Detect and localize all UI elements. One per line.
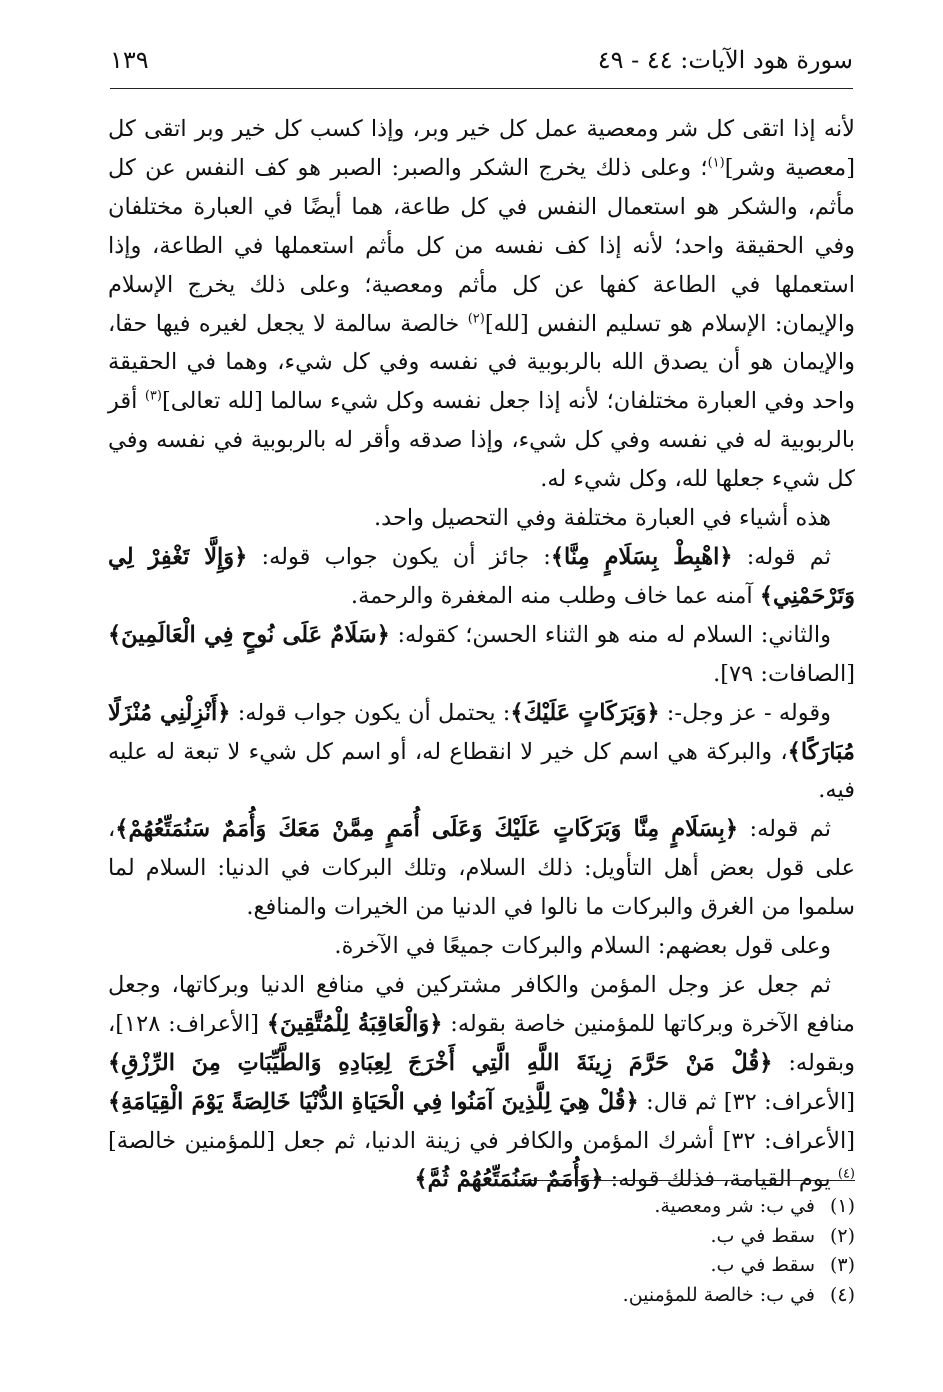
paragraph-1: [108, 110, 855, 499]
footnote-4: [300, 1281, 855, 1311]
running-title: سورة هود الآيات: ٤٤ - ٤٩: [597, 46, 853, 74]
paragraph-text: هذه أشياء في العبارة مختلفة وفي التحصيل واحد.: [373, 505, 831, 532]
paragraph-text: ثم قوله:: [732, 543, 832, 570]
footnote-text: سقط في ب.: [710, 1224, 815, 1247]
quran-verse: ﴿قُلْ هِيَ لِلَّذِينَ آمَنُوا فِي الْحَيَاةِ الدُّنْيَا خَالِصَةً يَوْمَ الْقِيَامَةِ﴾: [108, 1088, 639, 1115]
footnote-text: في ب: شر ومعصية.: [654, 1195, 815, 1217]
paragraph-text: وعلى قول بعضهم: السلام والبركات جميعًا في الآخرة.: [334, 933, 831, 960]
paragraph-text: لأنه إذا اتقى كل شر ومعصية عمل كل خير وبر، وإذا كسب كل خير وبر اتقى كل [معصية وشر]: [108, 116, 855, 181]
paragraph-2: [108, 499, 855, 538]
footnote-text: سقط في ب.: [710, 1254, 815, 1276]
paragraph-4: [108, 616, 855, 694]
paragraph-text: [الصافات: ٧٩].: [713, 660, 855, 687]
footnote-ref[interactable]: (٢): [467, 311, 485, 327]
quran-verse: ﴿اهْبِطْ بِسَلَامٍ مِنَّا﴾: [550, 543, 733, 570]
paragraph-text: ؛ وعلى ذلك يخرج الشكر والصبر: الصبر هو كف النفس عن كل مأثم، والشكر هو استعمال النفس في كل طاعة، هما أيضًا في العبارة مختلفان وفي الحقيقة واحد؛ لأنه إذا كف نفسه من كل مأثم استعملها في الطاعة، وإذا استعملها في الطاعة كفها عن كل مأثم ومعصية؛ وعلى ذلك يخرج الإسلام والإيمان: الإسلام هو تسليم النفس [لله]: [108, 154, 855, 337]
paragraph-8: [108, 966, 855, 1199]
page-header: [110, 40, 853, 88]
paragraph-text: وقوله - عز وجل-:: [659, 699, 831, 726]
paragraph-text: والثاني: السلام له منه هو الثناء الحسن؛ كقوله:: [389, 621, 831, 648]
paragraph-text: [الأعراف: ١٢٨]، وبقوله:: [108, 1010, 855, 1076]
paragraph-text: ، على قول بعض أهل التأويل: ذلك السلام، وتلك البركات في الدنيا: السلام لما سلموا من الغرق والبركات ما نالوا في الدنيا من الخيرات والمنافع.: [108, 816, 855, 921]
paragraph-text: : جائز أن يكون جواب قوله:: [247, 543, 551, 570]
header-divider: [110, 88, 853, 89]
footnote-divider: [520, 1180, 855, 1181]
quran-verse: ﴿وَإِلَّا تَغْفِرْ لِي وَتَرْحَمْنِي﴾: [108, 543, 855, 609]
paragraph-text: ، والبركة هي اسم كل خير لا انقطاع له، أو اسم كل شيء لا تبعة له عليه فيه.: [108, 738, 855, 804]
footnote-2: [300, 1222, 855, 1252]
paragraph-text: خالصة سالمة لا يجعل لغيره فيها حقا، والإيمان هو أن يصدق الله بالربوبية في نفسه وفي كل شيء، وهما في الحقيقة واحد وفي العبارة مختلفان؛ لأنه إذا جعل نفسه وكل شيء سالما [لله تعالى]: [108, 310, 855, 415]
quran-verse: ﴿أَنْزِلْنِي مُنْزَلًا مُبَارَكًا﴾: [108, 699, 855, 765]
footnote-number: (٤): [829, 1283, 855, 1306]
footnote-ref[interactable]: (١): [707, 155, 725, 171]
footnote-ref[interactable]: (٣): [144, 388, 162, 404]
paragraph-3: [108, 538, 855, 616]
paragraph-text: آمنه عما خاف وطلب منه المغفرة والرحمة.: [350, 582, 760, 609]
paragraph-text: : يحتمل أن يكون جواب قوله:: [230, 699, 511, 726]
page-number: ١٣٩: [110, 46, 149, 74]
paragraph-text: ثم جعل عز وجل المؤمن والكافر مشتركين في منافع الدنيا وبركاتها، وجعل منافع الآخرة وبركاتها للمؤمنين خاصة بقوله:: [108, 971, 855, 1037]
footnotes: [300, 1192, 855, 1310]
footnote-3: [300, 1251, 855, 1281]
paragraph-text: يوم القيامة، فذلك قوله:: [603, 1166, 838, 1193]
paragraph-text: ثم قوله:: [738, 816, 832, 843]
quran-verse: ﴿وَالْعَاقِبَةُ لِلْمُتَّقِينَ﴾: [266, 1010, 443, 1037]
paragraph-6: [108, 810, 855, 927]
footnote-number: (١): [829, 1195, 855, 1217]
footnote-number: (٢): [829, 1224, 855, 1247]
quran-verse: ﴿وَأُمَمٌ سَنُمَتِّعُهُمْ ثُمَّ﴾: [414, 1166, 604, 1193]
paragraph-5: [108, 694, 855, 811]
paragraph-7: [108, 927, 855, 966]
paragraph-text: أقر بالربوبية له في نفسه وفي كل شيء، وإذا صدقه وأقر له بالربوبية في نفسه وفي كل شيء جعلها لله، وكل شيء له.: [108, 388, 855, 493]
quran-verse: ﴿وَبَرَكَاتٍ عَلَيْكَ﴾: [510, 699, 660, 726]
paragraph-text: [الأعراف: ٣٢] ثم قال:: [638, 1088, 855, 1115]
main-text: [108, 110, 855, 1199]
quran-verse: ﴿قُلْ مَنْ حَرَّمَ زِينَةَ اللَّهِ الَّتِي أَخْرَجَ لِعِبَادِهِ وَالطَّيِّبَاتِ مِنَ الرِّزْقِ﴾: [108, 1049, 773, 1076]
quran-verse: ﴿سَلَامٌ عَلَى نُوحٍ فِي الْعَالَمِينَ﴾: [108, 621, 390, 648]
footnote-1: [300, 1192, 855, 1222]
footnote-number: (٣): [829, 1254, 855, 1276]
footnote-ref[interactable]: (٤): [837, 1166, 855, 1182]
quran-verse: ﴿بِسَلَامٍ مِنَّا وَبَرَكَاتٍ عَلَيْكَ وَعَلَى أُمَمٍ مِمَّنْ مَعَكَ وَأُمَمٌ سَنُمَتِّعُهُمْ﴾: [115, 816, 739, 843]
footnote-text: في ب: خالصة للمؤمنين.: [622, 1283, 815, 1306]
paragraph-text: [الأعراف: ٣٢] أشرك المؤمن والكافر في زينة الدنيا، ثم جعل [للمؤمنين خالصة]: [108, 1127, 855, 1154]
